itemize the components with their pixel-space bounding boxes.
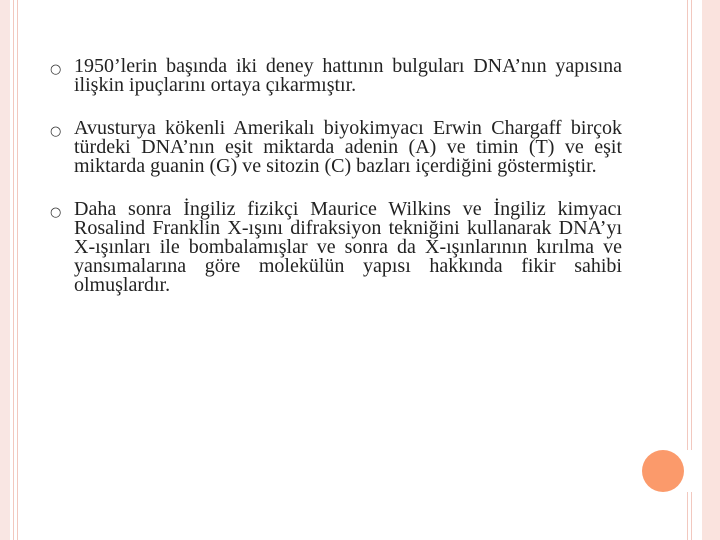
list-item [50, 57, 622, 95]
right-decorative-line [687, 492, 688, 540]
bullet-list [50, 57, 622, 319]
open-circle-bullet-icon: ○ [50, 62, 62, 77]
bullet-text: 1950’lerin başında iki deney hattının bulguları DNA’nın yapısına ilişkin ipuçlarını ortaya çıkarmıştır. [74, 55, 622, 96]
right-decorative-band [702, 0, 720, 540]
list-item [50, 200, 622, 295]
left-decorative-line [13, 0, 14, 540]
list-item [50, 119, 622, 176]
left-decorative-line [17, 0, 18, 540]
open-circle-bullet-icon: ○ [50, 124, 62, 139]
left-decorative-band [0, 0, 10, 540]
accent-circle-icon [642, 450, 684, 492]
right-decorative-line [691, 492, 692, 540]
bullet-text: Daha sonra İngiliz fizikçi Maurice Wilkins ve İngiliz kimyacı Rosalind Franklin X-ışını difraksiyon tekniğini kullanarak DNA’yı X-ışınları ile bombalamışlar ve sonra da X-ışınlarının kırılma ve yansımalarına göre molekülün yapısı hakkında fikir sahibi olmuşlardır. [74, 198, 622, 296]
right-decorative-line [691, 0, 692, 450]
open-circle-bullet-icon: ○ [50, 205, 62, 220]
right-decorative-line [687, 0, 688, 450]
bullet-text: Avusturya kökenli Amerikalı biyokimyacı Erwin Chargaff birçok türdeki DNA’nın eşit miktarda adenin (A) ve timin (T) ve eşit miktarda guanin (G) ve sitozin (C) bazları içerdiğini göstermiştir. [74, 117, 622, 177]
